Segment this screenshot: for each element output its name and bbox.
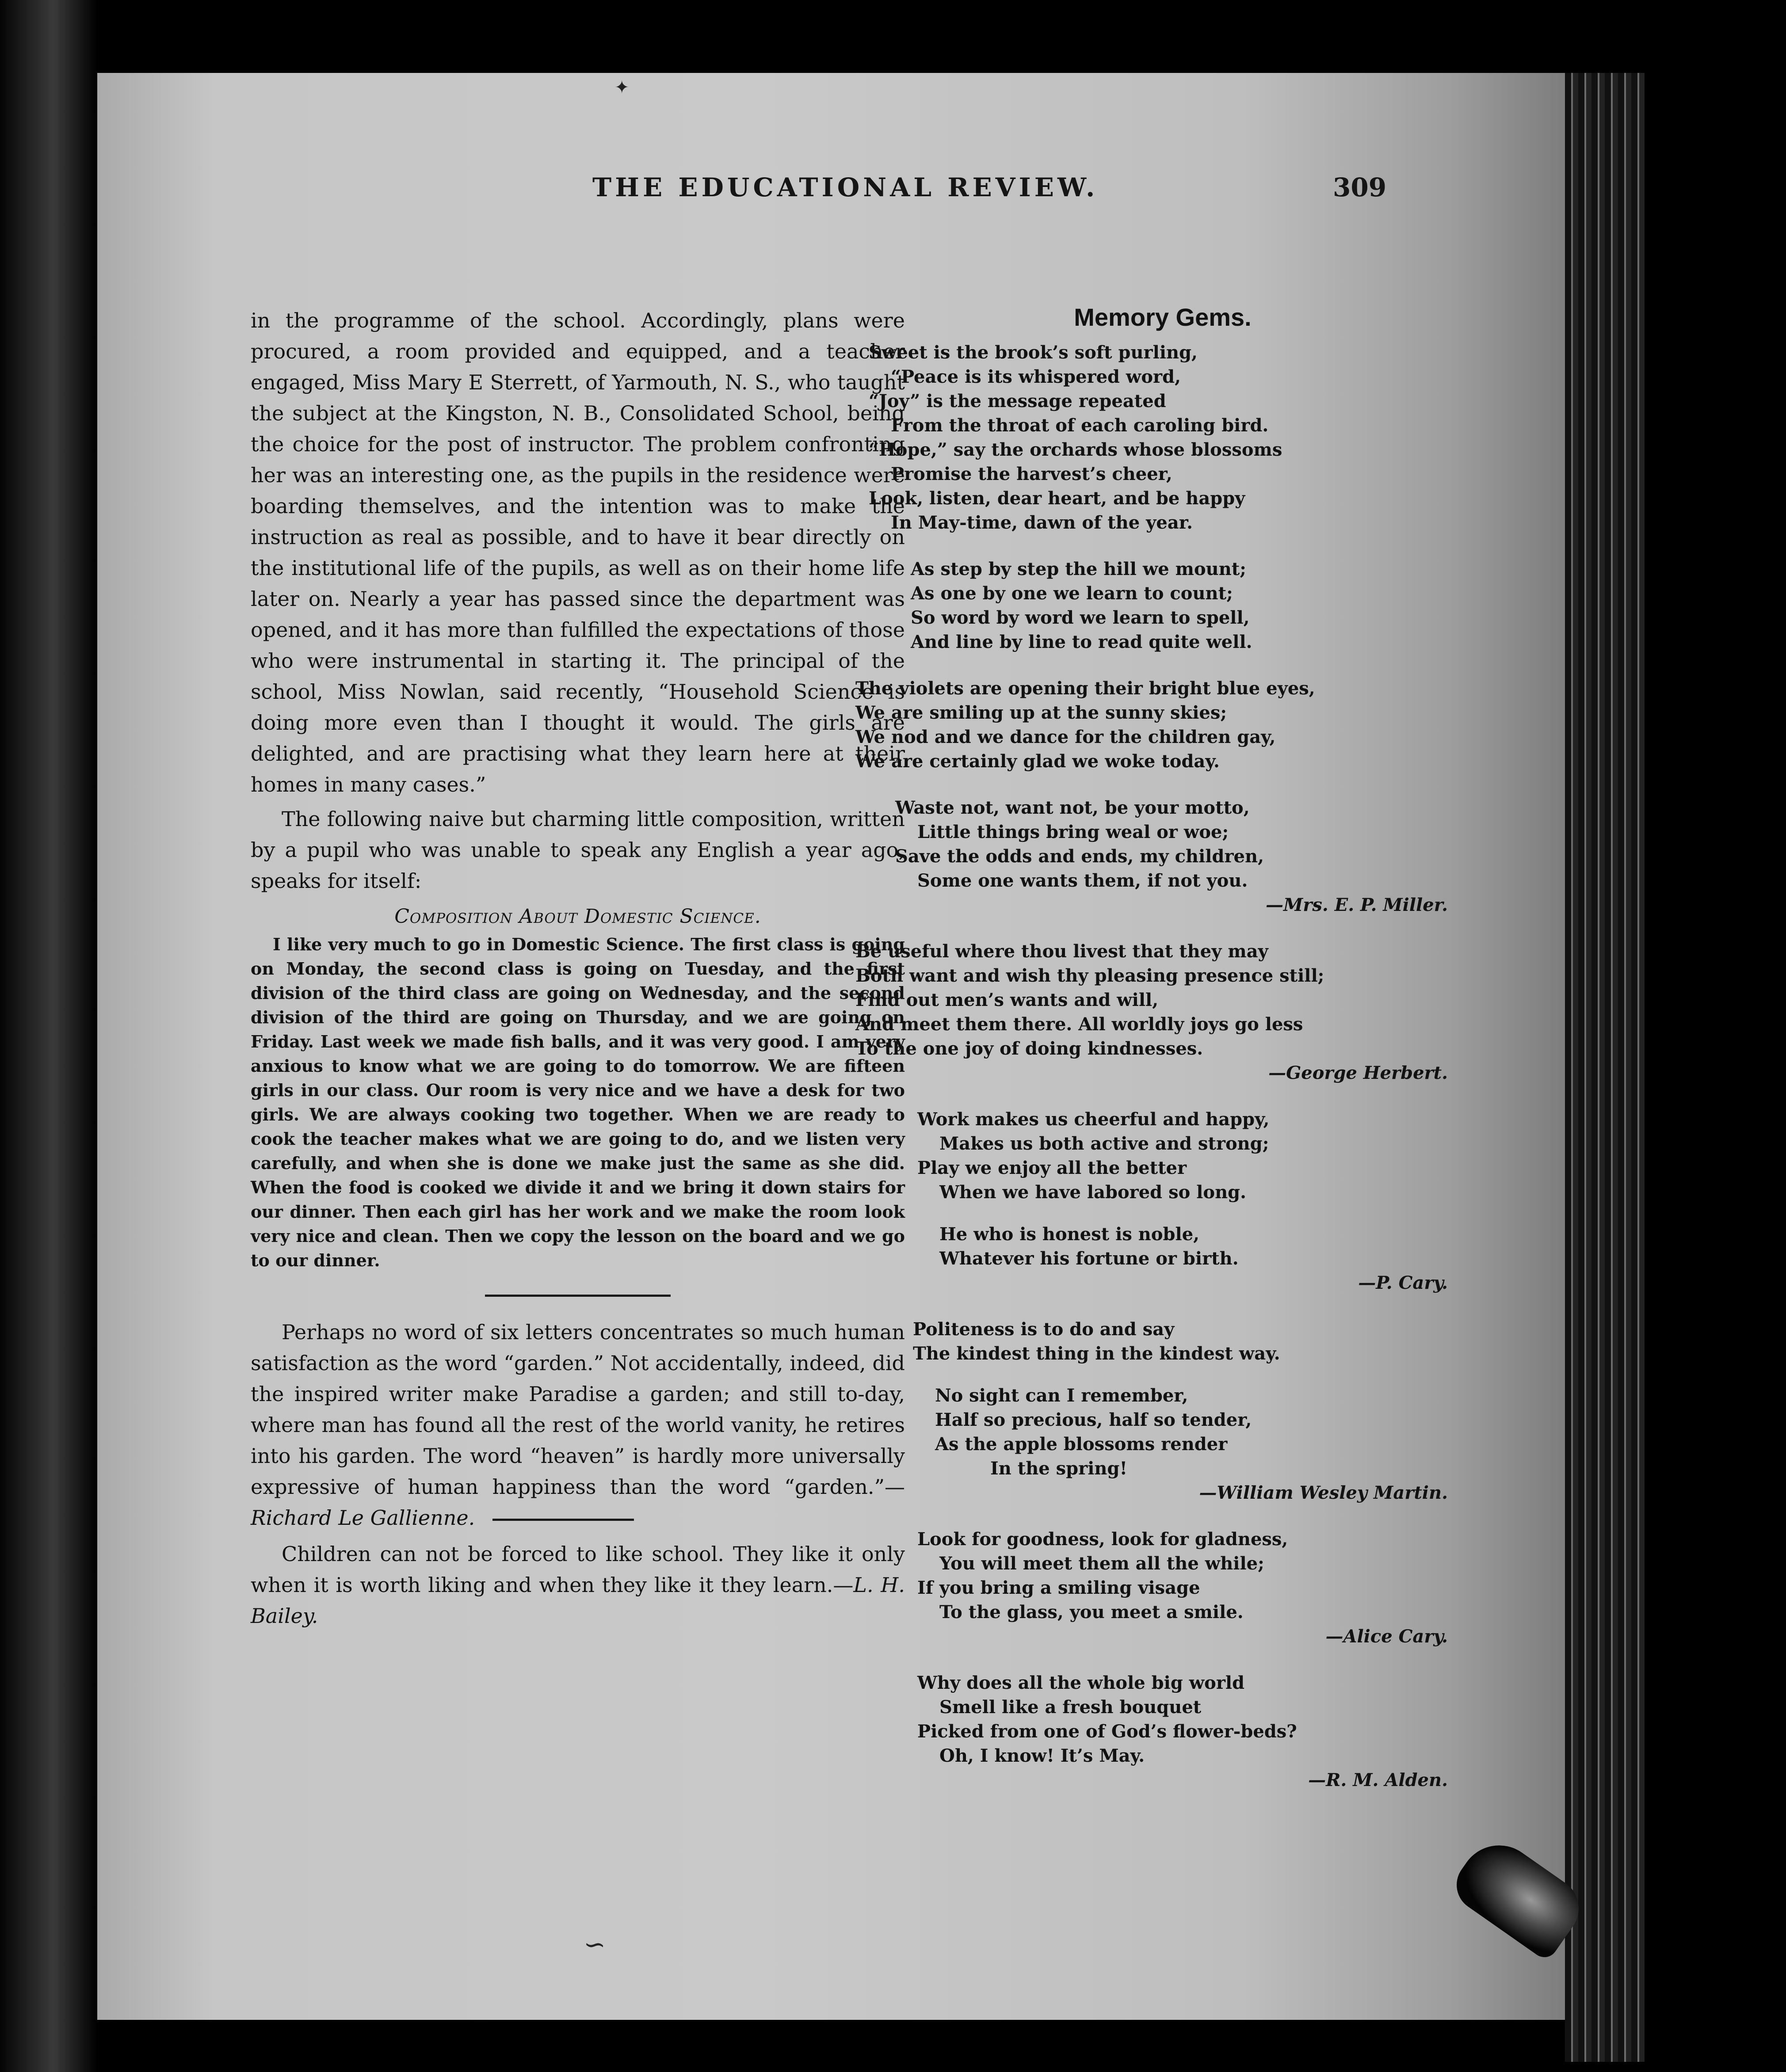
poem-line: So word by word we learn to spell, <box>911 607 1250 628</box>
composition-title: Composition About Domestic Science. <box>394 905 761 928</box>
poem-line: Whatever his fortune or birth. <box>939 1248 1239 1269</box>
garden-text: Perhaps no word of six letters concentrates so much human satisfaction as the word “garden.” Not accidentally, indeed, did the inspired writer make Paradise a garden; and still to-day, where man has found all the rest of the world vanity, he retires into his garden. The word “heaven” is hardly more universally expressive of human happiness than the word “garden.”— <box>251 1320 905 1499</box>
poem-violets <box>855 676 1457 773</box>
poem-line: “Hope,” say the orchards whose blossoms <box>869 439 1282 460</box>
poem-line: We are certainly glad we woke today. <box>855 751 1220 772</box>
poem-work <box>869 1107 1457 1295</box>
poem-look-for-goodness <box>869 1527 1457 1649</box>
poem-line: No sight can I remember, <box>935 1385 1188 1406</box>
right-column <box>855 303 1457 1814</box>
poem-line: To the one joy of doing kindnesses. <box>855 1038 1203 1059</box>
poem-line: Picked from one of God’s flower-beds? <box>917 1721 1297 1742</box>
poem-line: Save the odds and ends, my children, <box>895 846 1264 867</box>
poem-line: To the glass, you meet a smile. <box>939 1602 1244 1623</box>
poem-line: As step by step the hill we mount; <box>911 559 1247 579</box>
poem-attribution: —R. M. Alden. <box>1308 1770 1448 1790</box>
poem-line: As one by one we learn to count; <box>911 583 1233 604</box>
poem-line: The kindest thing in the kindest way. <box>913 1343 1280 1364</box>
poem-line: We nod and we dance for the children gay, <box>855 727 1276 747</box>
children-author: L. H. Bailey. <box>251 1573 905 1628</box>
poem-line: Work makes us cheerful and happy, <box>917 1109 1270 1130</box>
poem-line: Smell like a fresh bouquet <box>939 1697 1202 1718</box>
poem-attribution: —Alice Cary. <box>1325 1626 1448 1647</box>
poem-may <box>869 1671 1457 1792</box>
poem-line: Promise the harvest’s cheer, <box>891 464 1172 484</box>
poem-line: And meet them there. All worldly joys go less <box>855 1014 1303 1035</box>
poem-line: You will meet them all the while; <box>939 1553 1264 1574</box>
left-column <box>251 305 905 1631</box>
left-page-shadow <box>0 0 97 2072</box>
garden-author: Richard Le Gallienne. <box>251 1506 475 1530</box>
poem-line: Some one wants them, if not you. <box>917 870 1248 891</box>
poem-line: Why does all the whole big world <box>917 1672 1245 1693</box>
children-text: Children can not be forced to like school. They like it only when it is worth liking and when they like it they learn.— <box>251 1542 905 1597</box>
ink-squiggle-mark: ∽ <box>584 1929 606 1960</box>
ink-speck-mark: ✦ <box>614 77 630 98</box>
poem-line: Look, listen, dear heart, and be happy <box>869 488 1245 509</box>
poem-step-by-step <box>869 557 1457 654</box>
children-paragraph <box>251 1539 905 1631</box>
poem-attribution: —P. Cary. <box>1358 1272 1448 1293</box>
poem-line: Look for goodness, look for gladness, <box>917 1529 1288 1550</box>
poem-line: “Joy” is the message repeated <box>869 391 1166 411</box>
poem-line: Find out men’s wants and will, <box>855 990 1159 1010</box>
poem-line: From the throat of each caroling bird. <box>891 415 1269 436</box>
section-divider-short <box>492 1519 634 1521</box>
poem-be-useful <box>855 939 1457 1085</box>
poem-attribution: —Mrs. E. P. Miller. <box>1265 895 1448 915</box>
poem-line: When we have labored so long. <box>939 1182 1247 1203</box>
poem-line: Oh, I know! It’s May. <box>939 1745 1145 1766</box>
memory-gems-title: Memory Gems. <box>1074 303 1252 331</box>
poem-line: The violets are opening their bright blue eyes, <box>855 678 1315 699</box>
poem-line: We are smiling up at the sunny skies; <box>855 702 1227 723</box>
poem-line: Waste not, want not, be your motto, <box>895 797 1250 818</box>
poem-line: Makes us both active and strong; <box>939 1133 1269 1154</box>
poem-line: “Peace is its whispered word, <box>891 366 1181 387</box>
poem-line: Play we enjoy all the better <box>917 1158 1187 1178</box>
poem-line: Both want and wish thy pleasing presence still; <box>855 965 1324 986</box>
garden-paragraph <box>251 1317 905 1533</box>
composition-text: I like very much to go in Domestic Science. The first class is going on Monday, the second class is going on Tuesday, and the first division of the third class are going on Wednesday, and the second division of the third are going on Thursday, and we are going on Friday. Last week we made fish balls, and it was very good. I am very anxious to know what we are going to do tomorrow. We are fifteen girls in our class. Our room is very nice and we have a desk for two girls. We are always cooking two together. When we are ready to cook the teacher makes what we are going to do, and we listen very carefully, and when she is done we make just the same as she did. When the food is cooked we divide it and we bring it down stairs for our dinner. Then each girl has her work and we make the room look very nice and clean. Then we copy the lesson on the board and we go to our dinner. <box>251 934 905 1270</box>
poem-line: In May-time, dawn of the year. <box>891 512 1193 533</box>
page-header <box>97 172 1565 221</box>
poem-line: Little things bring weal or woe; <box>917 822 1229 842</box>
page-number: 309 <box>1333 172 1387 202</box>
poem-line: Half so precious, half so tender, <box>935 1409 1252 1430</box>
section-divider <box>485 1295 671 1297</box>
intro-paragraph: in the programme of the school. Accordingly, plans were procured, a room provided and equipped, and a teacher engaged, Miss Mary E Sterrett, of Yarmouth, N. S., who taught the subject at the Kingston, N. B., Consolidated School, being the choice for the post of instructor. The problem confronting her was an interesting one, as the pupils in the residence were boarding themselves, and the intention was to make the instruction as real as possible, and to have it bear directly on the institutional life of the pupils, as well as on their home life later on. Nearly a year has passed since the department was opened, and it has more than fulfilled the expectations of those who were instrumental in starting it. The principal of the school, Miss Nowlan, said recently, “Household Science is doing more even than I thought it would. The girls are delighted, and are practising what they learn here at their homes in many cases.” <box>251 309 905 796</box>
poem-brook <box>869 340 1457 535</box>
journal-page <box>97 73 1565 2020</box>
poem-line: And line by line to read quite well. <box>911 632 1252 652</box>
poem-line: If you bring a smiling visage <box>917 1577 1200 1598</box>
poem-politeness <box>869 1317 1457 1505</box>
poem-attribution: —William Wesley Martin. <box>1199 1482 1448 1503</box>
poem-waste-not <box>869 796 1457 917</box>
poem-line: In the spring! <box>990 1458 1128 1479</box>
poem-line: Be useful where thou livest that they may <box>855 941 1268 962</box>
poem-line: Sweet is the brook’s soft purling, <box>869 342 1198 363</box>
following-paragraph: The following naive but charming little composition, written by a pupil who was unable to speak any English a year ago, speaks for itself: <box>251 807 905 893</box>
journal-title: THE EDUCATIONAL REVIEW. <box>592 172 1099 202</box>
poem-line: As the apple blossoms render <box>935 1434 1228 1455</box>
poem-line: He who is honest is noble, <box>939 1224 1200 1245</box>
poem-line: Politeness is to do and say <box>913 1319 1175 1340</box>
poem-attribution: —George Herbert. <box>1268 1063 1448 1083</box>
book-page-edges <box>1565 73 1645 2062</box>
